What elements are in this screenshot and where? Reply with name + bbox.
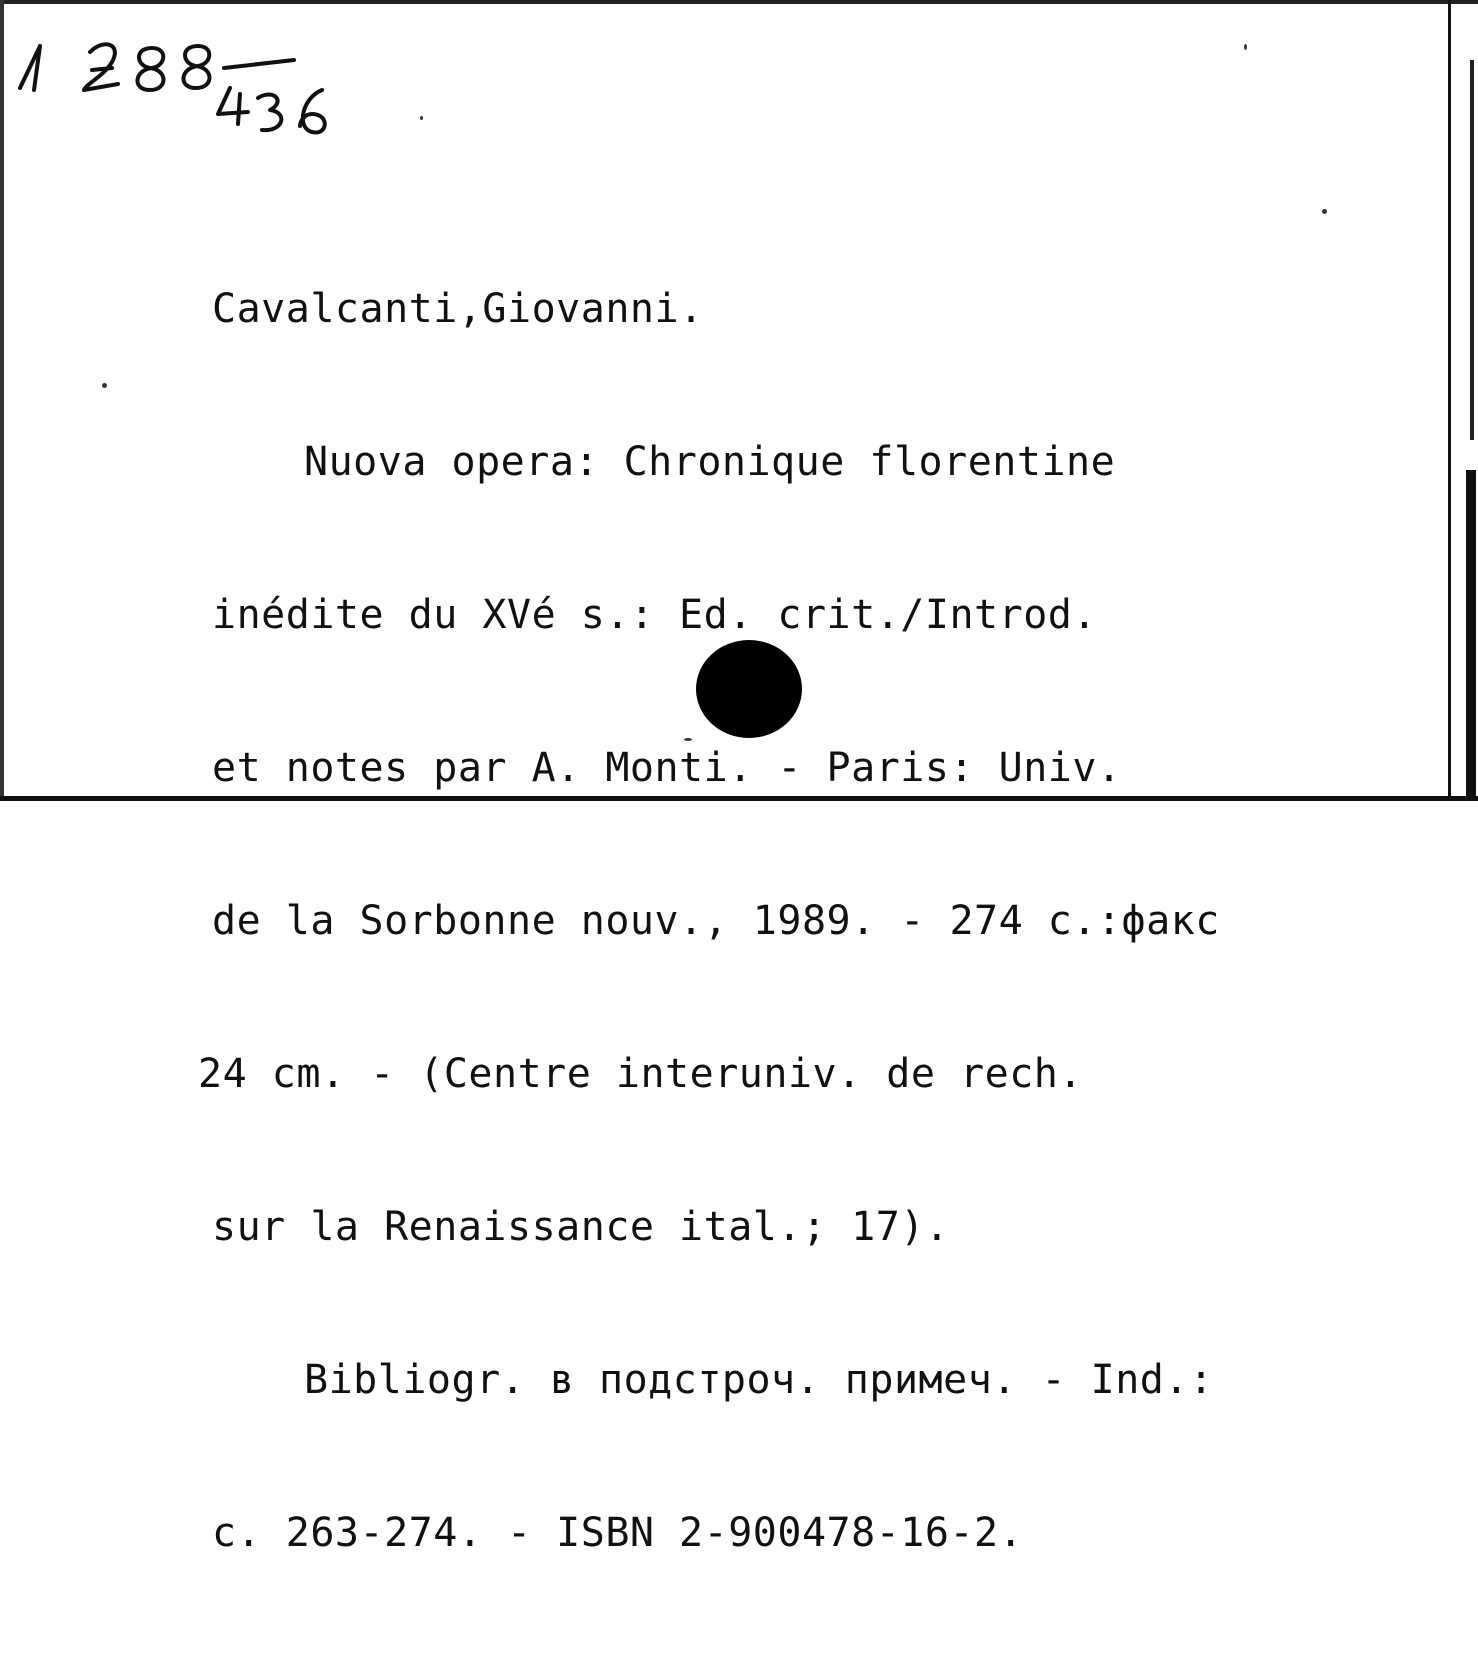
scan-speck	[1244, 44, 1247, 50]
handwritten-shelfmark	[12, 18, 352, 158]
catalog-entry	[198, 182, 1452, 1661]
punch-hole	[696, 640, 802, 738]
scan-speck	[420, 116, 423, 120]
entry-line: sur la Renaissance ital.; 17).	[212, 1204, 950, 1250]
entry-line: Nuova opera: Chronique florentine	[304, 439, 1116, 485]
card-right-shadow	[1470, 60, 1474, 440]
card-left-edge	[0, 0, 4, 801]
scan-speck	[684, 738, 692, 741]
card-top-edge	[0, 0, 1478, 4]
handwritten-shelfmark-drawing	[12, 18, 352, 158]
scan-speck	[1322, 209, 1327, 214]
scan-speck	[102, 383, 107, 388]
entry-line: c. 263-274. - ISBN 2-900478-16-2.	[212, 1510, 1024, 1556]
entry-line: de la Sorbonne nouv., 1989. - 274 c.:факс	[212, 898, 1220, 944]
entry-line: Bibliogr. в подстроч. примеч. - Ind.:	[304, 1357, 1214, 1403]
entry-line: et notes par A. Monti. - Paris: Univ.	[212, 745, 1122, 791]
entry-line: inédite du XVé s.: Ed. crit./Introd.	[212, 592, 1097, 638]
card-right-shadow-lower	[1466, 470, 1476, 801]
entry-line: 24 cm. - (Centre interuniv. de rech.	[198, 1051, 1083, 1097]
entry-heading: Cavalcanti,Giovanni.	[212, 286, 704, 332]
